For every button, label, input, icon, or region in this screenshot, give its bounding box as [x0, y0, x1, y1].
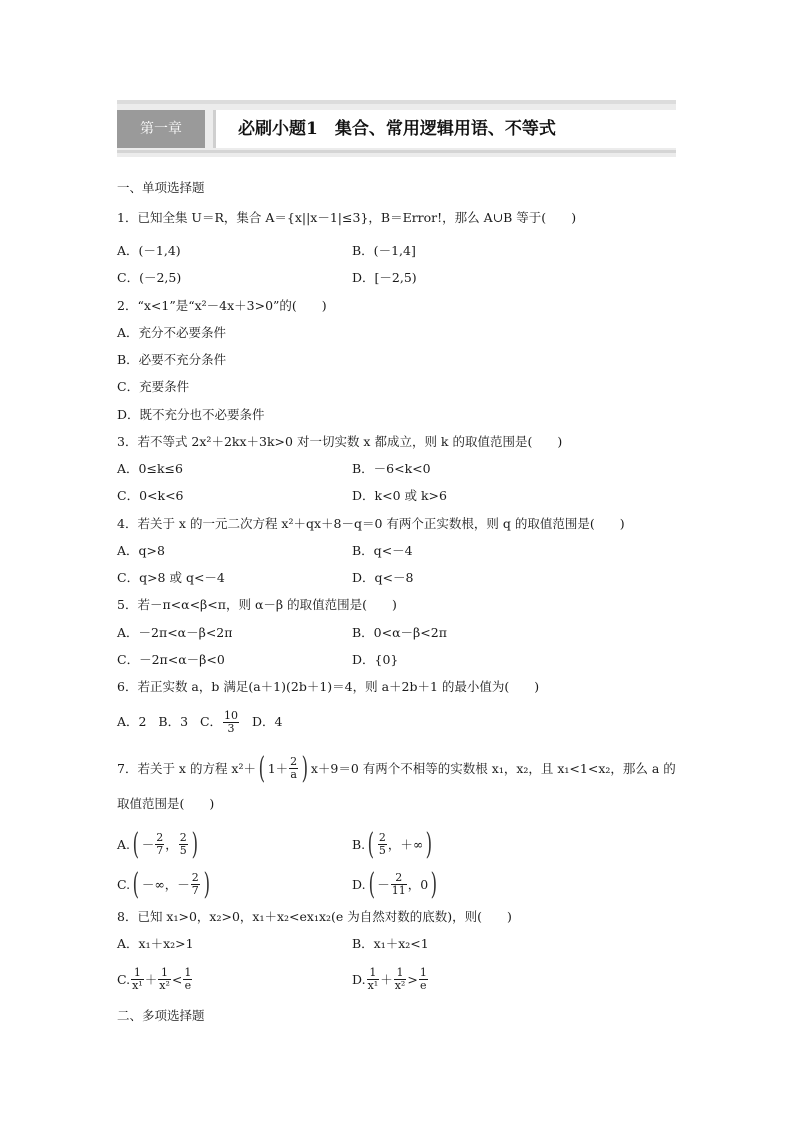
q2-stem: 2．“x<1”是“x²－4x＋3>0”的( ) [117, 298, 327, 313]
q4-option-c: C．q>8 或 q<－4 [117, 570, 225, 585]
less-than-sign: < [171, 971, 183, 987]
q6-option-d: D．4 [251, 714, 283, 729]
banner-bottom-rule [117, 150, 676, 153]
q5-option-c: C．－2π<α－β<0 [117, 652, 225, 667]
q1-option-b: B．(－1,4] [352, 243, 416, 258]
plus-sign: ＋ [380, 971, 393, 987]
fraction-numerator: 2 [391, 872, 407, 885]
title-box [213, 110, 676, 148]
q3-option-b: B．－6<k<0 [352, 461, 431, 476]
fraction-denominator: x² [159, 979, 170, 992]
fraction-denominator: 5 [179, 844, 187, 857]
right-paren: ) [301, 750, 309, 786]
q8-option-b: B．x₁＋x₂<1 [352, 936, 429, 951]
q4-stem: 4．若关于 x 的一元二次方程 x²＋qx＋8－q＝0 有两个正实数根，则 q 的取值范围是( ) [117, 516, 625, 531]
q4-option-d: D．q<－8 [352, 570, 414, 585]
right-paren: ) [191, 826, 198, 862]
fraction-numerator: 1 [184, 966, 192, 979]
fraction-numerator: 2 [290, 755, 298, 768]
fraction-numerator: 1 [394, 967, 407, 980]
fraction-numerator: 1 [158, 967, 171, 980]
q2-option-a: A．充分不必要条件 [117, 325, 227, 340]
option-letter: C. [117, 971, 131, 987]
q7-a-frac-1 [155, 832, 164, 857]
option-letter: D. [352, 971, 366, 987]
fraction-numerator: 1 [367, 967, 380, 980]
fraction-denominator: 7 [191, 884, 199, 897]
fraction-numerator: 2 [156, 831, 164, 844]
q8-option-a: A．x₁＋x₂>1 [117, 936, 194, 951]
q6-stem: 6．若正实数 a，b 满足(a＋1)(2b＋1)＝4，则 a＋2b＋1 的最小值为( ) [117, 679, 540, 694]
q8-c-frac-1 [131, 967, 144, 992]
option-letter: A. [117, 836, 131, 852]
left-paren: ( [367, 826, 375, 862]
q3-option-a: A．0≤k≤6 [117, 461, 183, 476]
left-paren: ( [368, 866, 375, 902]
q8-d-frac-2 [394, 967, 407, 992]
greater-than-sign: > [407, 971, 418, 987]
q7-c-frac [191, 872, 200, 897]
q7-stem-inner: 1＋ [267, 760, 289, 776]
q7-d-rest: ，0 [407, 876, 429, 892]
q5-option-b: B．0<α－β<2π [352, 625, 447, 640]
q1-stem: 1．已知全集 U＝R，集合 A＝{x||x－1|≤3}，B＝Error!，那么 A∪B 等于( ) [117, 210, 577, 225]
q2-option-b: B．必要不充分条件 [117, 352, 227, 367]
section-heading-multi: 二、多项选择题 [117, 1008, 205, 1023]
q8-option-d [352, 962, 429, 997]
q1-option-a: A．(－1,4) [117, 243, 181, 258]
q7-b-rest: ，＋∞ [387, 836, 424, 852]
q5-stem: 5．若－π<α<β<π，则 α－β 的取值范围是( ) [117, 597, 397, 612]
banner-top-rule [117, 100, 676, 104]
q7-stem-part-2: x＋9＝0 有两个不相等的实数根 x₁，x₂，且 x₁<1<x₂，那么 a 的 [310, 760, 676, 776]
fraction-denominator: 3 [227, 722, 235, 735]
q2-option-d: D．既不充分也不必要条件 [117, 407, 265, 422]
right-paren: ) [425, 826, 433, 862]
q7-option-c [117, 864, 212, 905]
q8-stem: 8．已知 x₁>0，x₂>0，x₁＋x₂<ex₁x₂(e 为自然对数的底数)，则( ) [117, 909, 512, 924]
q7-d-sign: － [377, 876, 390, 892]
q7-a-sep: ， [165, 836, 178, 852]
q7-a-frac-2 [179, 832, 188, 857]
fraction-numerator: 2 [378, 831, 386, 844]
q1-option-c: C．(－2,5) [117, 270, 182, 285]
fraction-numerator: 10 [224, 709, 239, 722]
right-paren: ) [430, 866, 438, 902]
q7-option-a [117, 824, 200, 865]
fraction-denominator: e [420, 979, 427, 992]
q1-option-d: D．[－2,5) [352, 270, 417, 285]
q6-option-b: B．3 [158, 714, 189, 729]
left-paren: ( [132, 826, 140, 862]
q7-d-frac [391, 872, 407, 897]
q8-c-frac-2 [158, 967, 171, 992]
fraction-denominator: x¹ [367, 979, 379, 992]
q7-c-part: －∞，－ [141, 876, 190, 892]
section-heading-single: 一、单项选择题 [117, 180, 205, 195]
q5-option-a: A．－2π<α－β<2π [117, 625, 233, 640]
plus-sign: ＋ [144, 971, 158, 987]
fraction-denominator: a [290, 768, 297, 781]
fraction-denominator: e [184, 979, 192, 992]
fraction-numerator: 2 [179, 831, 187, 844]
fraction-denominator: x¹ [132, 979, 143, 992]
q8-d-frac-3 [419, 967, 428, 992]
option-letter: C. [117, 876, 131, 892]
q7-b-frac [378, 832, 387, 857]
q7-stem [117, 748, 676, 789]
q7-stem-part-1: 7．若关于 x 的方程 x²＋ [117, 760, 256, 776]
fraction-denominator: x² [394, 979, 406, 992]
left-paren: ( [132, 866, 140, 902]
left-paren: ( [258, 750, 266, 786]
q6-option-c-prefix: C． [199, 714, 223, 729]
q3-stem: 3．若不等式 2x²＋2kx＋3k>0 对一切实数 x 都成立，则 k 的取值范围是( ) [117, 434, 563, 449]
chapter-label: 第一章 [117, 110, 205, 148]
fraction-denominator: 11 [391, 884, 406, 897]
q2-option-c: C．充要条件 [117, 379, 190, 394]
chapter-banner [117, 100, 676, 157]
q7-option-b [352, 824, 435, 865]
q3-option-c: C．0<k<6 [117, 488, 184, 503]
q6-option-c-fraction [223, 710, 239, 735]
q8-option-c [117, 962, 193, 997]
q7-a-sign: － [141, 836, 155, 852]
q6-option-a: A．2 [117, 714, 147, 729]
fraction-numerator: 2 [191, 871, 199, 884]
option-letter: D. [352, 876, 366, 892]
q4-option-a: A．q>8 [117, 543, 165, 558]
fraction-numerator: 1 [419, 966, 427, 979]
right-paren: ) [203, 866, 210, 902]
option-letter: B. [352, 836, 366, 852]
q8-c-frac-3 [183, 967, 192, 992]
q3-option-d: D．k<0 或 k>6 [352, 488, 447, 503]
q7-stem-cont: 取值范围是( ) [117, 796, 215, 811]
q7-option-d [352, 864, 440, 905]
q7-stem-fraction [289, 756, 298, 781]
q6-options [117, 706, 282, 738]
q8-d-frac-1 [367, 967, 380, 992]
fraction-denominator: 7 [156, 844, 164, 857]
q5-option-d: D．{0} [352, 652, 399, 667]
q4-option-b: B．q<－4 [352, 543, 413, 558]
page-title: 必刷小题1 集合、常用逻辑用语、不等式 [238, 119, 556, 139]
fraction-numerator: 1 [131, 967, 144, 980]
fraction-denominator: 5 [378, 844, 386, 857]
